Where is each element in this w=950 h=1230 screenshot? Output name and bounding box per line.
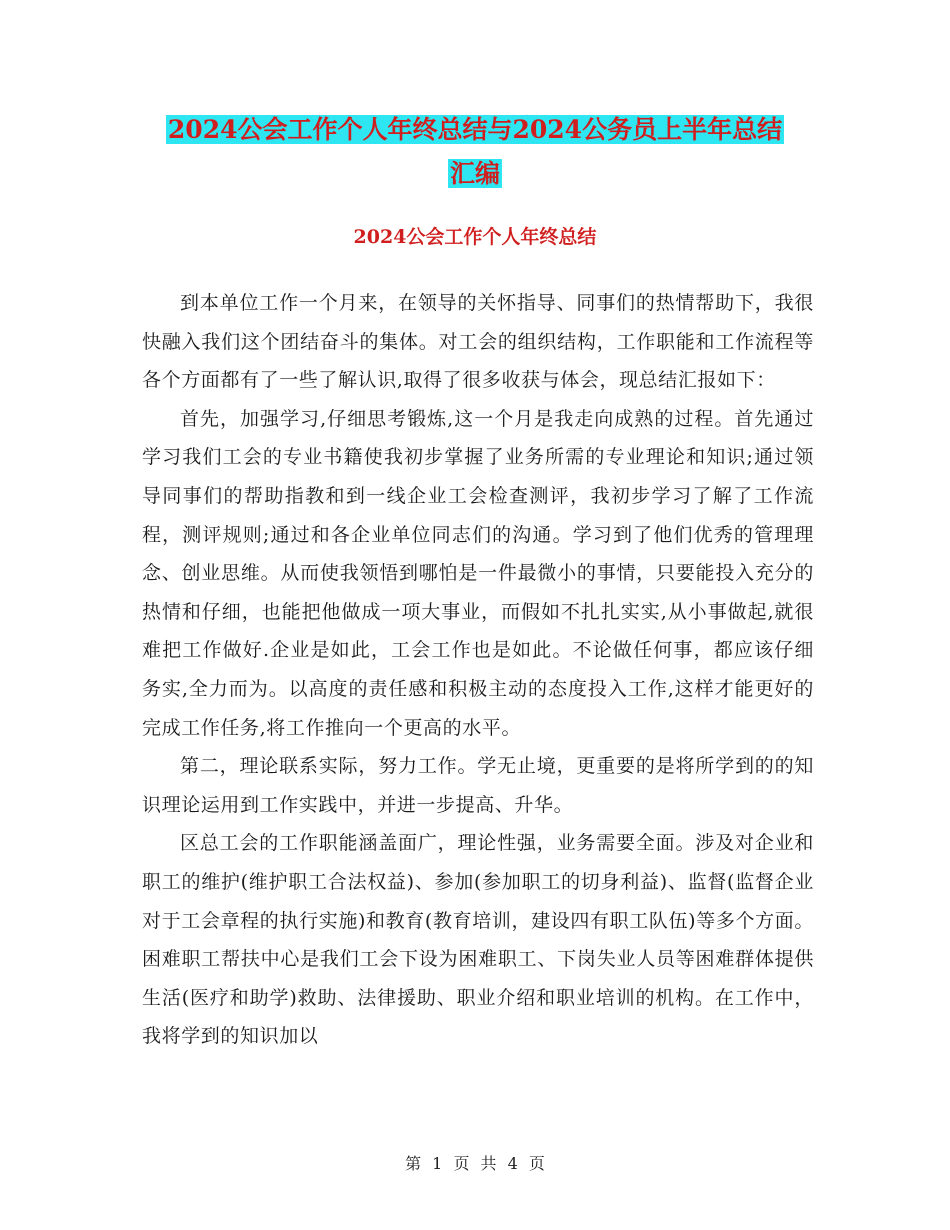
document-body (142, 284, 814, 1056)
page-number-footer: 第 1 页 共 4 页 (405, 1154, 545, 1173)
paragraph: 到本单位工作一个月来，在领导的关怀指导、同事们的热情帮助下，我很快融入我们这个团结奋斗的集体。对工会的组织结构，工作职能和工作流程等各个方面都有了一些了解认识,取得了很多收获与体会，现总结汇报如下： (142, 292, 814, 392)
section-title: 2024公会工作个人年终总结 (353, 226, 597, 248)
document-title-text-2: 汇编 (449, 159, 500, 188)
document-title-line-1 (0, 108, 950, 152)
document-title-line-2 (0, 152, 950, 196)
paragraph: 区总工会的工作职能涵盖面广，理论性强，业务需要全面。涉及对企业和职工的维护(维护职工合法权益)、参加(参加职工的切身利益)、监督(监督企业对于工会章程的执行实施)和教育(教育培训，建设四有职工队伍)等多个方面。困难职工帮扶中心是我们工会下设为困难职工、下岗失业人员等困难群体提供生活(医疗和助学)救助、法律援助、职业介绍和职业培训的机构。在工作中，我将学到的知识加以 (142, 832, 814, 1048)
document-title-text-1: 2024公会工作个人年终总结与2024公务员上半年总结 (167, 115, 783, 144)
paragraph: 第二，理论联系实际，努力工作。学无止境，更重要的是将所学到的的知识理论运用到工作实践中，并进一步提高、升华。 (142, 755, 814, 816)
paragraph: 首先，加强学习,仔细思考锻炼,这一个月是我走向成熟的过程。首先通过学习我们工会的专业书籍使我初步掌握了业务所需的专业理论和知识;通过领导同事们的帮助指教和到一线企业工会检查测评，我初步学习了解了工作流程，测评规则;通过和各企业单位同志们的沟通。学习到了他们优秀的管理理念、创业思维。从而使我领悟到哪怕是一件最微小的事情，只要能投入充分的热情和仔细，也能把他做成一项大事业，而假如不扎扎实实,从小事做起,就很难把工作做好.企业是如此，工会工作也是如此。不论做任何事，都应该仔细务实,全力而为。以高度的责任感和积极主动的态度投入工作,这样才能更好的完成工作任务,将工作推向一个更高的水平。 (142, 407, 814, 739)
